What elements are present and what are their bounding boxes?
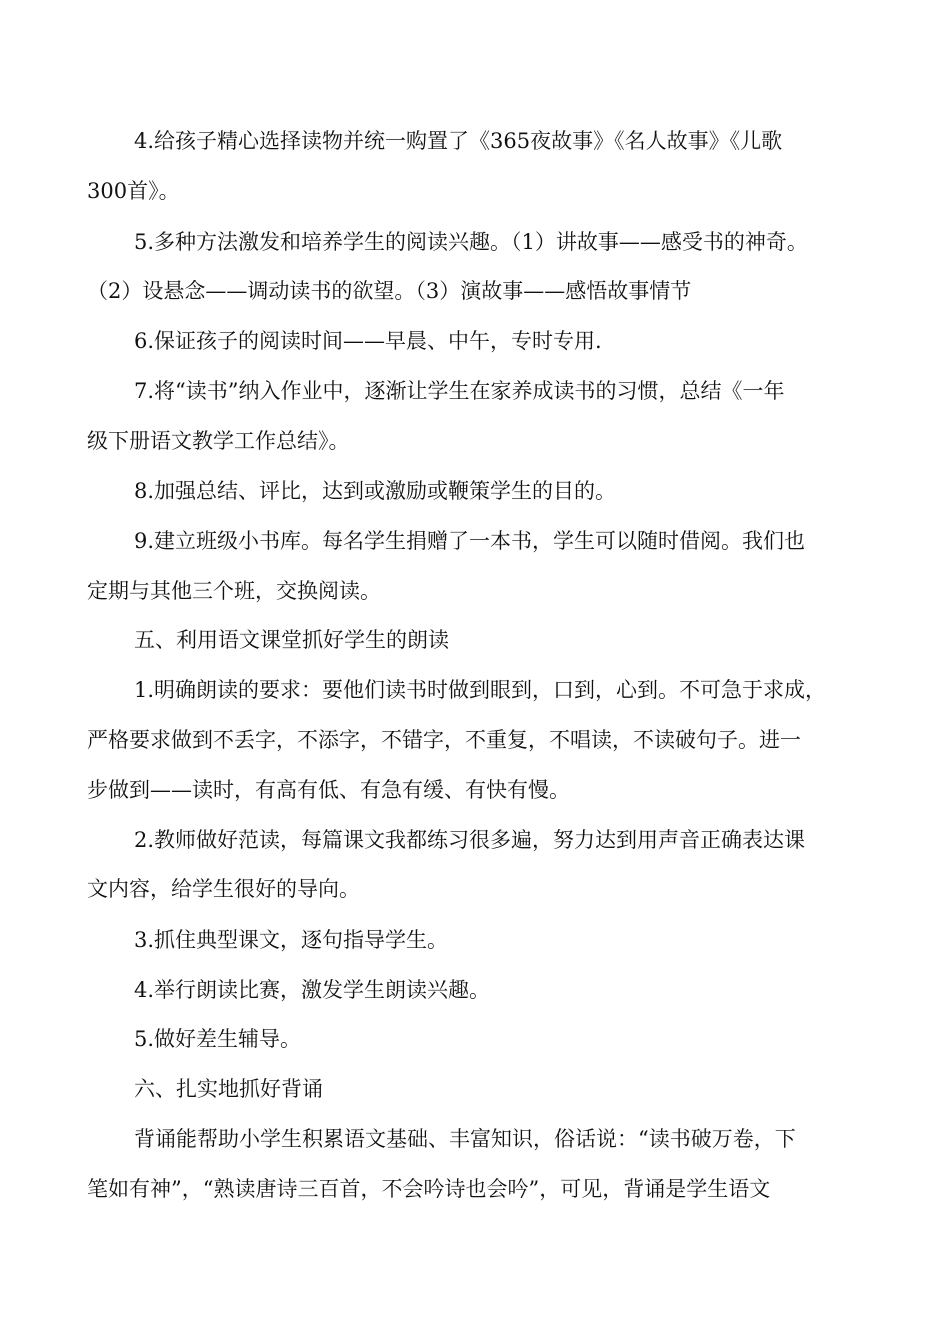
text-line-22: 笔如有神”，“熟读唐诗三百首，不会吟诗也会吟”，可见，背诵是学生语文 bbox=[87, 1177, 771, 1201]
text-line-16: 文内容，给学生很好的导向。 bbox=[87, 877, 360, 901]
text-line-15: 2.教师做好范读，每篇课文我都练习很多遍，努力达到用声音正确表达课 bbox=[134, 828, 806, 852]
text-line-19: 5.做好差生辅导。 bbox=[134, 1027, 302, 1051]
section-heading-5: 五、利用语文课堂抓好学生的朗读 bbox=[134, 628, 449, 652]
text-line-18: 4.举行朗读比赛，激发学生朗读兴趣。 bbox=[134, 978, 491, 1002]
text-line-21: 背诵能帮助小学生积累语文基础、丰富知识，俗话说：“读书破万卷，下 bbox=[134, 1127, 796, 1151]
text-line-13: 严格要求做到不丢字，不添字，不错字，不重复，不唱读，不读破句子。进一 bbox=[87, 728, 801, 752]
text-line-2: 300首》。 bbox=[87, 179, 180, 203]
section-heading-6: 六、扎实地抓好背诵 bbox=[134, 1077, 323, 1101]
text-line-5: 6.保证孩子的阅读时间——早晨、中午，专时专用. bbox=[134, 329, 602, 353]
text-line-4: （2）设悬念——调动读书的欲望。（3）演故事——感悟故事情节 bbox=[87, 279, 692, 303]
text-line-10: 定期与其他三个班，交换阅读。 bbox=[87, 579, 381, 603]
text-line-12: 1.明确朗读的要求：要他们读书时做到眼到，口到，心到。不可急于求成， bbox=[134, 678, 827, 702]
text-line-3: 5.多种方法激发和培养学生的阅读兴趣。（1）讲故事——感受书的神奇。 bbox=[134, 230, 808, 254]
text-line-7: 级下册语文教学工作总结》。 bbox=[87, 429, 350, 453]
text-line-14: 步做到——读时，有高有低、有急有缓、有快有慢。 bbox=[87, 778, 570, 802]
text-line-17: 3.抓住典型课文，逐句指导学生。 bbox=[134, 928, 449, 952]
text-line-9: 9.建立班级小书库。每名学生捐赠了一本书，学生可以随时借阅。我们也 bbox=[134, 529, 806, 553]
text-line-1: 4.给孩子精心选择读物并统一购置了《365夜故事》《名人故事》《儿歌 bbox=[134, 129, 783, 153]
text-line-8: 8.加强总结、评比，达到或激励或鞭策学生的目的。 bbox=[134, 479, 617, 503]
text-line-6: 7.将“读书”纳入作业中，逐渐让学生在家养成读书的习惯，总结《一年 bbox=[134, 379, 785, 403]
